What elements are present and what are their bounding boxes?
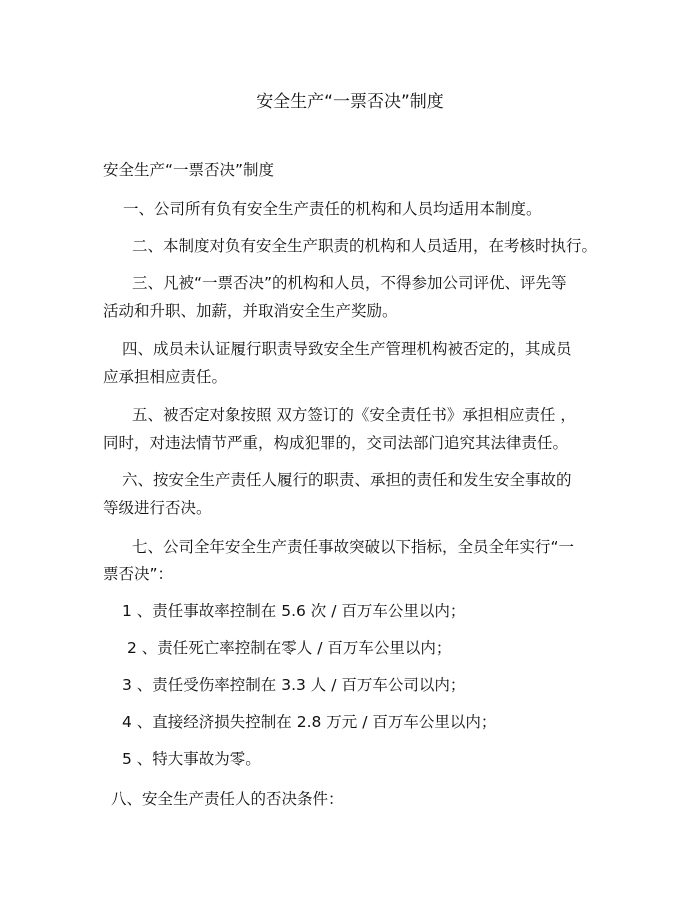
clause-6-line-2: 等级进行否决。 — [103, 499, 212, 517]
indicator-5: 5 、特大事故为零。 — [122, 750, 261, 768]
indicator-2: 2 、责任死亡率控制在零人 / 百万车公里以内； — [127, 639, 452, 657]
clause-5-line-1: 五、被否定对象按照 双方签订的《安全责任书》承担相应责任 ， — [132, 406, 576, 424]
indicator-1: 1 、责任事故率控制在 5.6 次 / 百万车公里以内； — [122, 602, 466, 620]
clause-7-line-1: 七、公司全年安全生产责任事故突破以下指标，全员全年实行“一 — [132, 538, 575, 556]
clause-1-line-1: 一、公司所有负有安全生产责任的机构和人员均适用本制度。 — [123, 200, 542, 218]
clause-7-line-2: 票否决”： — [103, 565, 174, 583]
clause-3-line-1: 三、凡被“一票否决”的机构和人员，不得参加公司评优、评先等 — [132, 274, 567, 292]
clause-3-line-2: 活动和升职、加薪，并取消安全生产奖励。 — [103, 302, 398, 320]
clause-5-line-2: 同时，对违法情节严重，构成犯罪的，交司法部门追究其法律责任。 — [103, 434, 569, 452]
indicator-3: 3 、责任受伤率控制在 3.3 人 / 百万车公司以内； — [122, 676, 466, 694]
section-8-heading: 八、安全生产责任人的否决条件： — [111, 790, 344, 808]
document-title: 安全生产“一票否决”制度 — [256, 92, 444, 112]
indicator-4: 4 、直接经济损失控制在 2.8 万元 / 百万车公里以内； — [122, 713, 497, 731]
clause-2-line-1: 二、本制度对负有安全生产职责的机构和人员适用，在考核时执行。 — [132, 237, 598, 255]
document-subtitle: 安全生产“一票否决”制度 — [103, 161, 275, 179]
clause-4-line-1: 四、成员未认证履行职责导致安全生产管理机构被否定的，其成员 — [122, 340, 572, 358]
clause-4-line-2: 应承担相应责任。 — [103, 368, 228, 386]
clause-6-line-1: 六、按安全生产责任人履行的职责、承担的责任和发生安全事故的 — [122, 471, 572, 489]
